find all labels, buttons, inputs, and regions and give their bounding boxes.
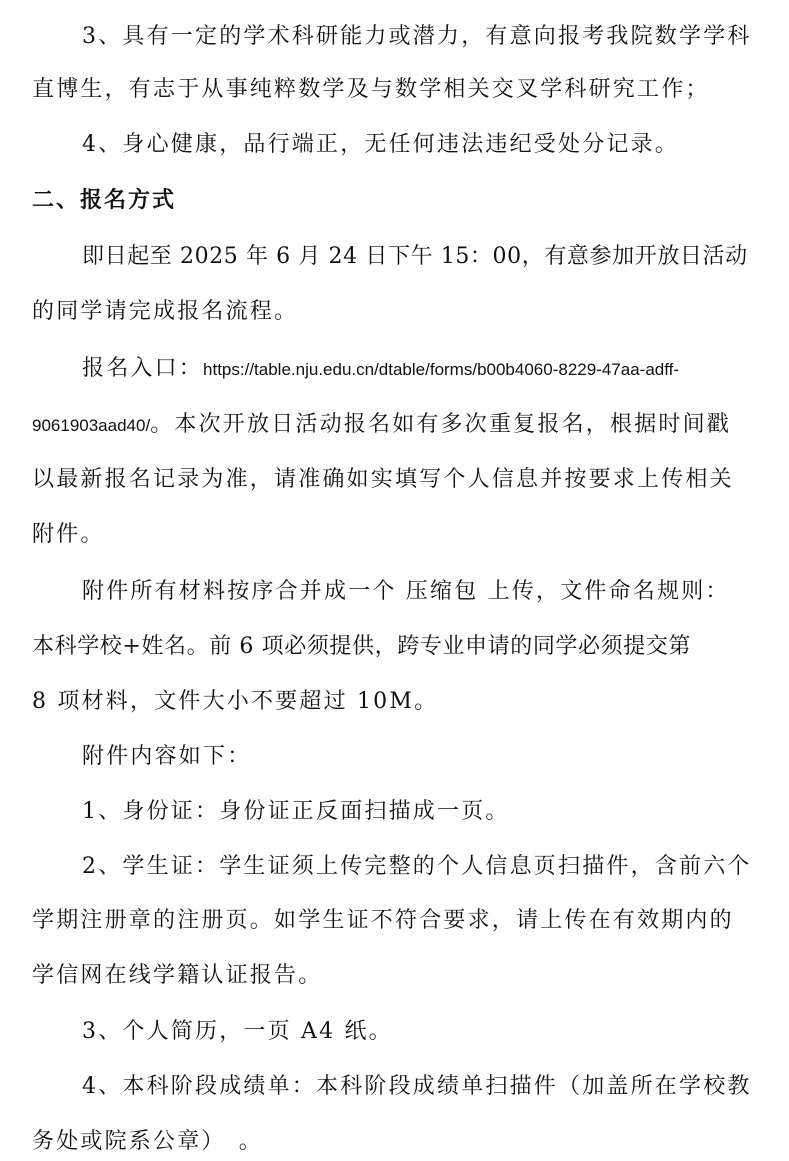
attachment-intro: 附件内容如下： <box>82 744 252 769</box>
registration-entry-label: 报名入口： <box>82 356 204 381</box>
attachment-rules-line-2: 本科学校+姓名。前 6 项必须提供，跨专业申请的同学必须提交第 <box>32 634 692 659</box>
attachment-item-2-line-3: 学信网在线学籍认证报告。 <box>32 963 323 988</box>
attachment-item-4-line-1: 4、本科阶段成绩单：本科阶段成绩单扫描件（加盖所在学校教 <box>82 1074 752 1099</box>
registration-entry-line-4: 附件。 <box>32 522 105 547</box>
attachment-item-2-line-1: 2、学生证：学生证须上传完整的个人信息页扫描件，含前六个 <box>82 854 752 879</box>
eligibility-item-4: 4、身心健康，品行端正，无任何违法违纪受处分记录。 <box>82 132 679 157</box>
eligibility-item-3-line-2: 直博生，有志于从事纯粹数学及与数学相关交叉学科研究工作； <box>32 77 710 102</box>
registration-entry-line-2 <box>32 410 731 441</box>
attachment-item-3: 3、个人简历，一页 A4 纸。 <box>82 1019 393 1044</box>
attachment-item-1: 1、身份证：身份证正反面扫描成一页。 <box>82 799 510 824</box>
registration-entry-line-3: 以最新报名记录为准，请准确如实填写个人信息并按要求上传相关 <box>32 467 734 492</box>
registration-deadline-line-2: 的同学请完成报名流程。 <box>32 299 299 324</box>
eligibility-item-3-line-1: 3、具有一定的学术科研能力或潜力，有意向报考我院数学学科 <box>82 24 752 49</box>
registration-url-part-2[interactable]: 9061903aad40/ <box>32 416 151 435</box>
registration-entry-rest-1: 。本次开放日活动报名如有多次重复报名，根据时间戳 <box>150 412 731 437</box>
attachment-item-4-line-2: 务处或院系公章） 。 <box>32 1129 264 1154</box>
section-title-registration: 二、报名方式 <box>32 188 177 213</box>
attachment-item-2-line-2: 学期注册章的注册页。如学生证不符合要求，请上传在有效期内的 <box>32 908 734 933</box>
registration-deadline-line-1: 即日起至 2025 年 6 月 24 日下午 15：00，有意参加开放日活动 <box>82 244 748 269</box>
attachment-rules-line-3: 8 项材料，文件大小不要超过 10M。 <box>32 689 439 714</box>
attachment-rules-line-1: 附件所有材料按序合并成一个 压缩包 上传，文件命名规则： <box>82 579 730 604</box>
registration-entry-line-1 <box>82 354 679 385</box>
registration-url-part-1[interactable]: https://table.nju.edu.cn/dtable/forms/b00b4060-8229-47aa-adff- <box>203 360 680 379</box>
